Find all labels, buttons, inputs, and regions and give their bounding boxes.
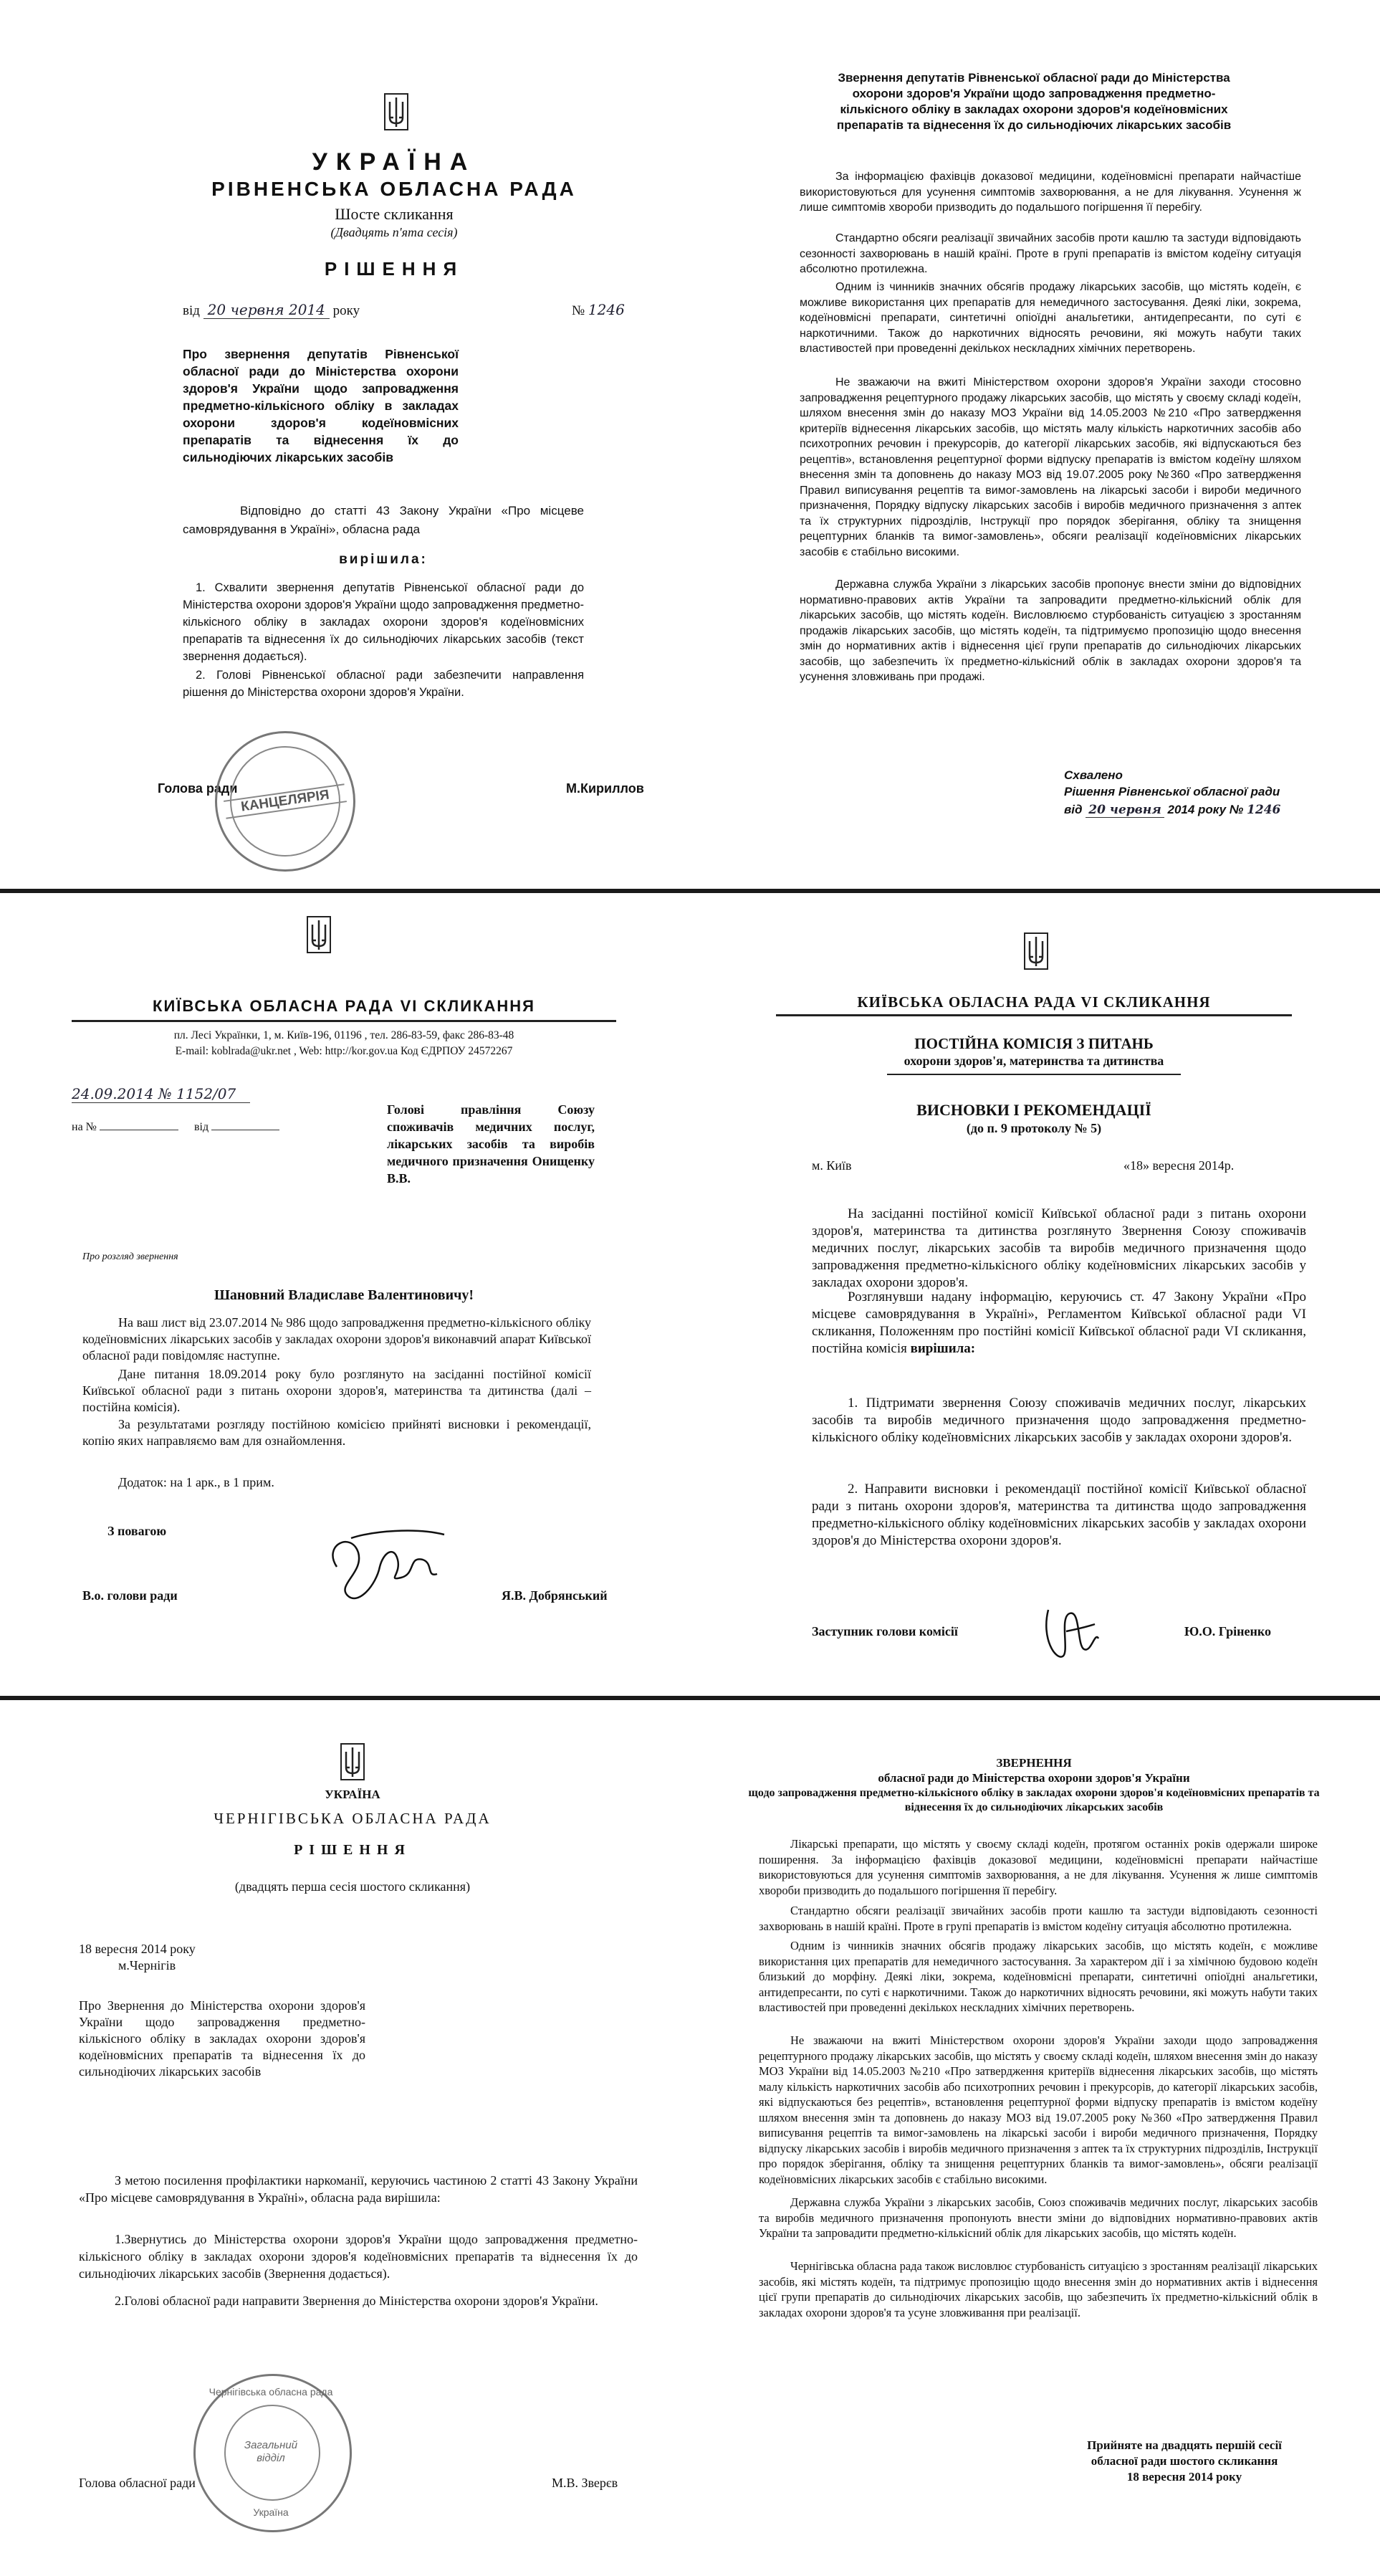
decision-preamble: З метою посилення профілактики наркоманії, керуючись частиною 2 статті 43 Закону України «Про місцеве самоврядування в Україні», обласна рада вирішила:: [79, 2173, 638, 2205]
decision-subject: Про звернення депутатів Рівненської обласної ради до Міністерства охорони здоров'я України щодо запровадження предметно-кількісного обліку в закладах охорони здоров'я кодеїновмісних препаратів та віднесення їх до сильнодіючих лікарських засобів: [183, 347, 459, 464]
reference-number-label: на №: [72, 1121, 97, 1133]
decision-date: [183, 301, 360, 319]
appeal-paragraph-1: За інформацією фахівців доказової медицини, кодеїновмісні препарати найчастіше використовуються для усунення симптомів захворювання, а не для лікування. Усунення ж лише симптомів хвороби призводить до подальшого погіршення її перебігу.: [800, 171, 1301, 214]
signer-title: Заступник голови комісії: [812, 1624, 958, 1638]
council-address: пл. Лесі Українки, 1, м. Київ-196, 01196 , тел. 286-83-59, факс 286-83-48: [173, 1029, 514, 1041]
greeting: Шановний Владиславе Валентиновичу!: [214, 1287, 474, 1303]
number-prefix: №: [572, 303, 585, 318]
commission-scope: охорони здоров'я, материнства та дитинства: [904, 1054, 1164, 1068]
doc-type: РІШЕННЯ: [324, 258, 464, 280]
session: (Двадцять п'ята сесія): [330, 225, 458, 239]
appeal-paragraph-4: Не зважаючи на вжиті Міністерством охорони здоров'я України заходи стосовно запровадження рецептурного продажу лікарських засобів, що містять у своєму складі кодеїн, шляхом внесення змін до наказу МОЗ України від 14.05.2003 №210 «Про затвердження критеріїв віднесення лікарських засобів, що містять малу кількість наркотичних засобів або психотропних речовин і прекурсорів, до категорії лікарських засобів, які відпускаються без рецептів», встановлення рецептурної форми відпуску препаратів із вмістом кодеїну шляхом внесення змін та доповнень до наказу МОЗ від 19.07.2005 року №360 «Про затвердження Правил виписування рецептів та вимог-замовлень на лікарські засоби і вироби медичного призначення, Порядку відпуску лікарських засобів і виробів медичного призначення з аптек та їх структурних підрозділів, Інструкції про порядок зберігання, обліку та знищення рецептурних бланків та вимог-замовлень», обсяги реалізації кодеїновмісних лікарських засобів є стабільно високими.: [800, 376, 1301, 558]
city: м.Чернігів: [118, 1958, 176, 1972]
council-name: РІВНЕНСЬКА ОБЛАСНА РАДА: [211, 178, 577, 200]
attachment-note: Додаток: на 1 арк., в 1 прим.: [118, 1475, 274, 1489]
city: м. Київ: [812, 1158, 852, 1173]
decision-date: 18 вересня 2014 року: [79, 1942, 196, 1956]
appeal-paragraph-6: Чернігівська обласна рада також висловлює стурбованість ситуацією з зростанням реалізації лікарських засобів, які містять кодеїн, та підтримує пропозицію щодо внесення змін до нормативних актів і віднесення цієї групи препаратів до сильнодіючих лікарських засобів, що забезпечить їх предметно-кількісний облік в закладах охорони здоров'я та усуне зловживання при реалізації.: [759, 2259, 1318, 2319]
approved-by: Рішення Рівненської обласної ради: [1064, 785, 1280, 798]
convocation: Шосте скликання: [335, 205, 454, 223]
session: (двадцять перша сесія шостого скликання): [234, 1879, 471, 1894]
commission-item-2: 2. Направити висновки і рекомендації постійної комісії Київської обласної ради з питань охорони здоров'я, материнства та дитинства щодо запровадження предметно-кількісного обліку кодеїновмісних лікарських засобів у закладах охорони здоров'я до Міністерства охорони здоров'я.: [812, 1482, 1306, 1548]
stamp-bottom-text: Україна: [253, 2506, 289, 2518]
decision-item-1: 1. Схвалити звернення депутатів Рівненської обласної ради до Міністерства охорони здоров'я України щодо запровадження предметно-кількісного обліку в закладах охорони здоров'я кодеїновмісних препаратів та віднесення їх до сильнодіючих лікарських засобів (текст звернення додається).: [183, 581, 584, 663]
approved-date-suffix: 2014 року №: [1167, 803, 1244, 816]
signer-name: М.Кириллов: [566, 781, 644, 796]
outgoing-number-handwritten: 24.09.2014 № 1152/07: [72, 1085, 250, 1103]
approved-date: [1064, 803, 1280, 817]
signer-name: М.В. Зверєв: [552, 2476, 618, 2490]
reference-from-label: від: [193, 1121, 209, 1133]
adopted-line-3: 18 вересня 2014 року: [1126, 2470, 1242, 2484]
appeal-paragraph-2: Стандартно обсяги реалізації звичайних засобів проти кашлю та застуди відповідають сезонності захворювань в нашій країні. Проте в групі препаратів із вмістом кодеїну ситуація абсолютно протилежна.: [759, 1904, 1318, 1933]
signer-title: Голова ради: [158, 781, 238, 796]
signature-icon: [1027, 1588, 1113, 1674]
kyiv-commission-page: [690, 893, 1380, 1696]
commission-paragraph-1: На засіданні постійної комісії Київської обласної ради з питань охорони здоров'я, материнства та дитинства розглянуто Звернення Союзу споживачів медичних послуг, лікарських засобів та виробів медичного призначення щодо запровадження предметно-кількісного обліку кодеїновмісних лікарських засобів у закладах охорони здоров'я.: [812, 1206, 1306, 1290]
kyiv-letter-page: [0, 893, 690, 1696]
decision-subject: Про Звернення до Міністерства охорони здоров'я України щодо запровадження предметно-кількісного обліку в закладах охорони здоров'я кодеїновмісних препаратів та віднесення їх до сильнодіючих лікарських засобів: [79, 1998, 365, 2079]
approved-number-handwritten: 1246: [1247, 803, 1281, 817]
signer-name: Я.В. Добрянський: [502, 1588, 608, 1603]
country-name: УКРАЇНА: [312, 148, 476, 176]
appeal-title: Звернення депутатів Рівненської обласної ради до Міністерства охорони здоров'я України щодо запровадження предметно-кількісного обліку в закладах охорони здоров'я кодеїновмісних препаратів та віднесення їх до сильнодіючих лікарських засобів: [836, 71, 1232, 132]
stamp-outer-text: Чернігівська обласна рада: [209, 2386, 333, 2398]
council-name: КИЇВСЬКА ОБЛАСНА РАДА VI СКЛИКАННЯ: [776, 993, 1292, 1016]
chernihiv-appeal-page: [690, 1700, 1380, 2576]
stamp-inner-text: Загальний відділ: [244, 2439, 298, 2464]
appeal-paragraph-4: Не зважаючи на вжиті Міністерством охорони здоров'я України заходи щодо запровадження рецептурного продажу лікарських засобів, що містять у своєму складі кодеїн, шляхом внесення змін до наказу МОЗ України від 14.05.2003 №210 «Про затвердження критеріїв віднесення лікарських засобів, що містять малу кількість наркотичних засобів або психотропних речовин і прекурсорів, до категорії лікарських засобів, які відпускаються без рецептів», встановлення рецептурної форми відпуску препаратів із вмістом кодеїну шляхом внесення змін та доповнень до наказу МОЗ від 19.07.2005 року №360 «Про затвердження Правил виписування рецептів та вимог-замовлень на лікарські засоби і вироби медичного призначення, Порядку відпуску лікарських засобів і виробів медичного призначення з аптек та їх структурних підрозділів, Інструкції про порядок зберігання, обліку та знищення рецептурних бланків та вимог-замовлень», обсяги реалізації кодеїновмісних лікарських засобів є стабільно високими.: [759, 2033, 1318, 2186]
date-prefix: від: [183, 303, 200, 318]
signer-title: В.о. голови ради: [82, 1588, 178, 1603]
council-contacts: E-mail: koblrada@ukr.net , Web: http://kor.gov.ua Код ЄДРПОУ 24572267: [175, 1045, 513, 1057]
trident-emblem-icon: [307, 916, 331, 953]
divider: [887, 1074, 1181, 1075]
appeal-paragraph-3: Одним із чинників значних обсягів продажу лікарських засобів, що містять кодеїн, є можливе використання цих препаратів для немедичного застосування. За характером дії і за хімічною будовою кодеїн близький до морфіну. Деякі ліки, зокрема, кодеїновмісні препарати, синтетичні опіоїдні анальгетики, антидепресанти, по суті є наркотичними. Також до наркотичних відносять речовини, які можуть набути таких властивостей при проведенні декількох нескладних хімічних перетворень.: [759, 1939, 1318, 2014]
conclusions-subheading: (до п. 9 протоколу № 5): [966, 1121, 1102, 1135]
doc-type: РІШЕННЯ: [294, 1842, 411, 1858]
rivne-decision-page: [0, 0, 690, 889]
council-name: ЧЕРНІГІВСЬКА ОБЛАСНА РАДА: [214, 1810, 492, 1827]
rivne-appeal-page: [690, 0, 1380, 889]
letter-paragraph-1: На ваш лист від 23.07.2014 № 986 щодо запровадження предметно-кількісного обліку кодеїновмісних лікарських засобів у закладах охорони здоров'я виконавчий апарат Київської обласної ради повідомляє наступне.: [82, 1315, 591, 1363]
letter-paragraph-3: За результатами розгляду постійною комісією прийняті висновки і рекомендації, копію яких направляємо вам для ознайомлення.: [82, 1417, 591, 1448]
approved-label: Схвалено: [1064, 768, 1123, 782]
appeal-paragraph-5: Державна служба України з лікарських засобів, Союз споживачів медичних послуг, лікарських засобів та виробів медичного призначення пропонують внести зміни до відповідних нормативно-правових актів України та запровадити предметно-кількісний облік для лікарських засобів, що містять кодеїн.: [759, 2195, 1318, 2240]
office-stamp: [215, 731, 355, 872]
meeting-date: «18» вересня 2014р.: [1123, 1158, 1235, 1173]
appeal-paragraph-5: Державна служба України з лікарських засобів пропонує внести зміни до відповідних нормативно-правових актів України та запровадити предметно-кількісний облік для лікарських засобів, що містять кодеїн. Висловлюємо стурбованість ситуацією з зростанням продажів лікарських засобів, що містять кодеїн, та підтримуємо пропозицію щодо внесення змін до нормативних актів і віднесення цієї групи препаратів до сильнодіючих лікарських засобів, що забезпечить їх предметно-кількісний облік в закладах охорони здоров'я та усунення зловживань при продажі.: [800, 578, 1301, 683]
appeal-paragraph-3: Одним із чинників значних обсягів продажу лікарських засобів, що містять кодеїн, є можливе використання цих препаратів для немедичного застосування. Деякі ліки, зокрема, кодеїновмісні препарати, синтетичні опіоїдні анальгетики, антидепресанти, по суті є наркотичними. Також до наркотичних відносять речовини, які можуть набути таких властивостей при проведенні декількох нескладних хімічних перетворень.: [800, 281, 1301, 355]
commission-item-1: 1. Підтримати звернення Союзу споживачів медичних послуг, лікарських засобів та виробів медичного призначення щодо запровадження предметно-кількісного обліку кодеїновмісних лікарських засобів у закладах охорони здоров'я.: [812, 1396, 1306, 1445]
addressee: Голові правління Союзу споживачів медичних послуг, лікарських засобів та виробів медичного призначення Онищенку В.В.: [387, 1102, 595, 1186]
letter-subject: Про розгляд звернення: [82, 1251, 178, 1262]
decision-item-1: 1.Звернутись до Міністерства охорони здоров'я України щодо запровадження предметно-кількісного обліку в закладах охорони здоров'я кодеїновмісних препаратів та віднесення їх до сильнодіючих лікарських засобів (Звернення додається).: [79, 2232, 638, 2281]
conclusions-heading: ВИСНОВКИ І РЕКОМЕНДАЦІЇ: [916, 1101, 1151, 1119]
commission-paragraph-2-text: Розглянувши надану інформацію, керуючись ст. 47 Закону України «Про місцеве самоврядування в Україні», Регламентом Київської обласної ради VI скликання, Положенням про постійні комісії Київської обласної ради VI скликання, постійна комісія: [812, 1289, 1306, 1356]
decision-item-2: 2.Голові обласної ради направити Звернення до Міністерства охорони здоров'я України.: [115, 2294, 598, 2308]
signer-name: Ю.О. Гріненко: [1184, 1624, 1271, 1638]
date-suffix: року: [332, 303, 360, 318]
letter-paragraph-2: Дане питання 18.09.2014 року було розглянуто на засіданні постійної комісії Київської обласної ради з питань охорони здоров'я, материнства та дитинства (далі – постійна комісія).: [82, 1367, 591, 1414]
resolved-label: вирішила:: [339, 552, 428, 567]
decision-preamble: Відповідно до статті 43 Закону України «Про місцеве самоврядування в Україні», обласна рада: [183, 504, 584, 536]
appeal-title: ЗВЕРНЕННЯ: [996, 1756, 1072, 1770]
country-name: УКРАЇНА: [325, 1788, 380, 1801]
resolved-label: вирішила:: [910, 1341, 976, 1356]
trident-emblem-icon: [1024, 932, 1048, 970]
signature-icon: [308, 1517, 451, 1610]
commission-paragraph-2: [812, 1289, 1306, 1358]
appeal-paragraph-1: Лікарські препарати, що містять у своєму складі кодеїн, протягом останніх років одержали широке поширення. За інформацією фахівців доказової медицини, кодеїновмісні препарати найчастіше використовуються для усунення симптомів захворювання, а не для лікування. Усунення ж лише симптомів хвороби призводить до подальшого погіршення її перебігу.: [759, 1837, 1318, 1897]
number-handwritten: 1246: [588, 301, 625, 318]
approved-date-handwritten: 20 червня: [1086, 803, 1164, 818]
trident-emblem-icon: [384, 93, 408, 130]
stamp-text: КАНЦЕЛЯРІЯ: [224, 783, 347, 819]
council-name: КИЇВСЬКА ОБЛАСНА РАДА VI СКЛИКАННЯ: [72, 997, 616, 1022]
regards: З повагою: [107, 1524, 167, 1538]
chernihiv-decision-page: [0, 1700, 690, 2576]
trident-emblem-icon: [340, 1743, 365, 1780]
commission-name: ПОСТІЙНА КОМІСІЯ З ПИТАНЬ: [914, 1035, 1154, 1052]
appeal-title-line-2: обласної ради до Міністерства охорони здоров'я України: [878, 1771, 1190, 1785]
date-handwritten: 20 червня 2014: [203, 301, 330, 319]
reference-line: [72, 1121, 279, 1134]
appeal-paragraph-2: Стандартно обсяги реалізації звичайних засобів проти кашлю та застуди відповідають сезонності захворювань в нашій країні. Проте в групі препаратів із вмістом кодеїну ситуація абсолютно протилежна.: [800, 232, 1301, 275]
adopted-line-1: Прийняте на двадцять першій сесії: [1087, 2438, 1282, 2452]
appeal-title-line-3: щодо запровадження предметно-кількісного обліку в закладах охорони здоров'я кодеїновмісних препаратів та віднесення їх до сильнодіючих лікарських засобів: [748, 1787, 1320, 1813]
approved-date-prefix: від: [1064, 803, 1083, 816]
adopted-line-2: обласної ради шостого скликання: [1091, 2454, 1278, 2468]
decision-number: [572, 301, 625, 319]
general-department-stamp: [193, 2374, 352, 2532]
signer-title: Голова обласної ради: [79, 2476, 196, 2490]
decision-item-2: 2. Голові Рівненської обласної ради забезпечити направлення рішення до Міністерства охорони здоров'я України.: [183, 669, 584, 699]
